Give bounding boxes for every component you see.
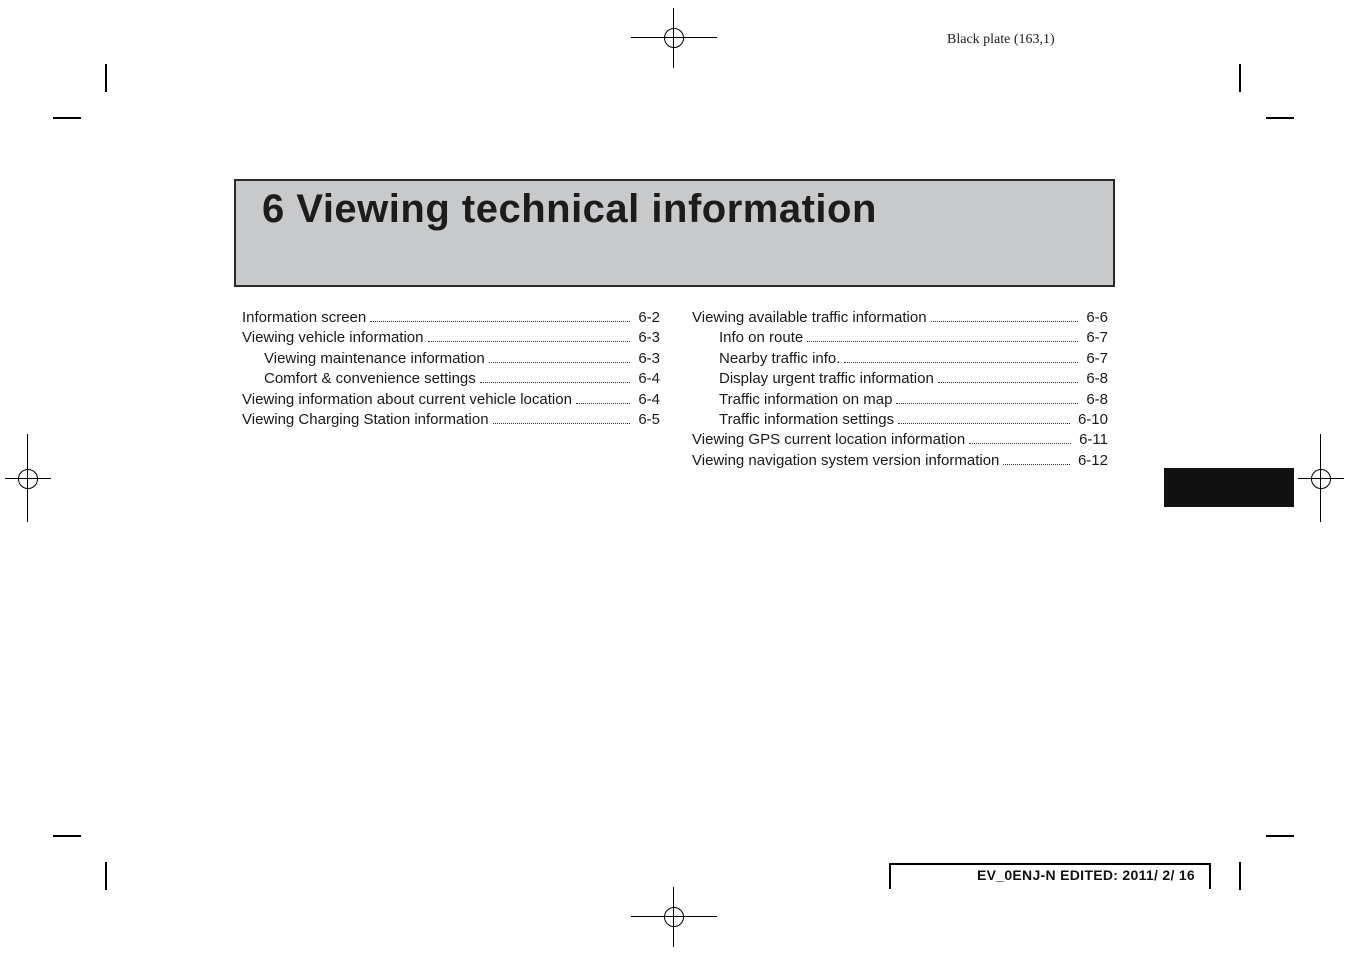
toc-entry-page: 6-3 <box>638 329 660 347</box>
toc-subentry[interactable] <box>692 349 1108 369</box>
toc-entry[interactable] <box>692 308 1108 328</box>
toc-entry[interactable] <box>692 451 1108 471</box>
toc-entry-label: Viewing navigation system version information <box>692 451 1000 469</box>
dot-leader <box>370 308 630 322</box>
toc-entry-page: 6-11 <box>1079 431 1108 449</box>
crop-mark <box>1266 835 1294 837</box>
toc-subentry[interactable] <box>242 349 660 369</box>
toc-entry[interactable] <box>242 328 660 348</box>
chapter-tab-marker <box>1164 468 1294 507</box>
toc-entry-label: Nearby traffic info. <box>719 349 841 367</box>
dot-leader <box>576 390 630 404</box>
plate-label: Black plate (163,1) <box>947 32 1055 47</box>
toc-entry[interactable] <box>242 390 660 410</box>
registration-crosshair-right <box>1298 434 1344 522</box>
toc-entry-label: Viewing information about current vehicle location <box>242 390 572 408</box>
toc-entry-page: 6-7 <box>1086 329 1108 347</box>
dot-leader <box>969 430 1071 444</box>
dot-leader <box>898 410 1070 424</box>
registration-crosshair-left <box>5 434 51 522</box>
chapter-title: 6 Viewing technical information <box>262 187 877 231</box>
toc-entry-label: Viewing Charging Station information <box>242 410 489 428</box>
toc-entry-page: 6-8 <box>1086 390 1108 408</box>
toc-entry-page: 6-4 <box>638 370 660 388</box>
toc-entry-page: 6-4 <box>638 390 660 408</box>
dot-leader <box>938 369 1078 383</box>
dot-leader <box>489 349 631 363</box>
toc-entry-label: Comfort & convenience settings <box>264 370 476 388</box>
toc-entry-page: 6-2 <box>638 309 660 326</box>
toc-left-column <box>242 308 660 430</box>
toc-entry-page: 6-6 <box>1086 309 1108 326</box>
crop-mark <box>105 64 107 92</box>
toc-entry-label: Traffic information settings <box>719 410 895 428</box>
toc-entry-label: Display urgent traffic information <box>719 370 934 388</box>
toc-entry-page: 6-8 <box>1086 370 1108 388</box>
toc-right-column <box>692 308 1108 471</box>
dot-leader <box>931 308 1079 322</box>
crop-mark <box>53 117 81 119</box>
dot-leader <box>480 369 631 383</box>
toc-entry-page: 6-5 <box>638 410 660 428</box>
crop-mark <box>1239 64 1241 92</box>
toc-entry-page: 6-10 <box>1077 410 1108 428</box>
footer-label: EV_0ENJ-N EDITED: 2011/ 2/ 16 <box>976 867 1195 883</box>
toc-entry-page: 6-7 <box>1086 349 1108 367</box>
toc-entry-label: Viewing vehicle information <box>242 329 424 347</box>
dot-leader <box>1003 451 1070 465</box>
crop-mark <box>53 835 81 837</box>
toc-subentry[interactable] <box>692 369 1108 389</box>
crop-mark <box>1266 117 1294 119</box>
dot-leader <box>844 349 1078 363</box>
dot-leader <box>428 328 631 342</box>
crop-mark <box>105 862 107 890</box>
toc-entry[interactable] <box>242 308 660 328</box>
toc-entry-label: Viewing available traffic information <box>692 309 927 326</box>
toc-subentry[interactable] <box>692 390 1108 410</box>
chapter-title-box <box>234 179 1115 287</box>
toc-entry[interactable] <box>242 410 660 430</box>
footer-box <box>889 863 1211 889</box>
toc-subentry[interactable] <box>692 410 1108 430</box>
toc-entry-label: Viewing GPS current location information <box>692 431 966 449</box>
dot-leader <box>807 328 1078 342</box>
toc-entry-page: 6-3 <box>638 349 660 367</box>
registration-crosshair-bottom <box>631 887 717 947</box>
toc-entry-page: 6-12 <box>1077 451 1108 469</box>
dot-leader <box>896 390 1078 404</box>
registration-crosshair-top <box>631 8 717 68</box>
toc-entry-label: Information screen <box>242 309 367 326</box>
toc-entry-label: Viewing maintenance information <box>264 349 485 367</box>
toc-subentry[interactable] <box>692 328 1108 348</box>
dot-leader <box>493 410 631 424</box>
toc-subentry[interactable] <box>242 369 660 389</box>
toc-entry-label: Info on route <box>719 329 804 347</box>
crop-mark <box>1239 862 1241 890</box>
toc-entry-label: Traffic information on map <box>719 390 893 408</box>
toc-entry[interactable] <box>692 430 1108 450</box>
